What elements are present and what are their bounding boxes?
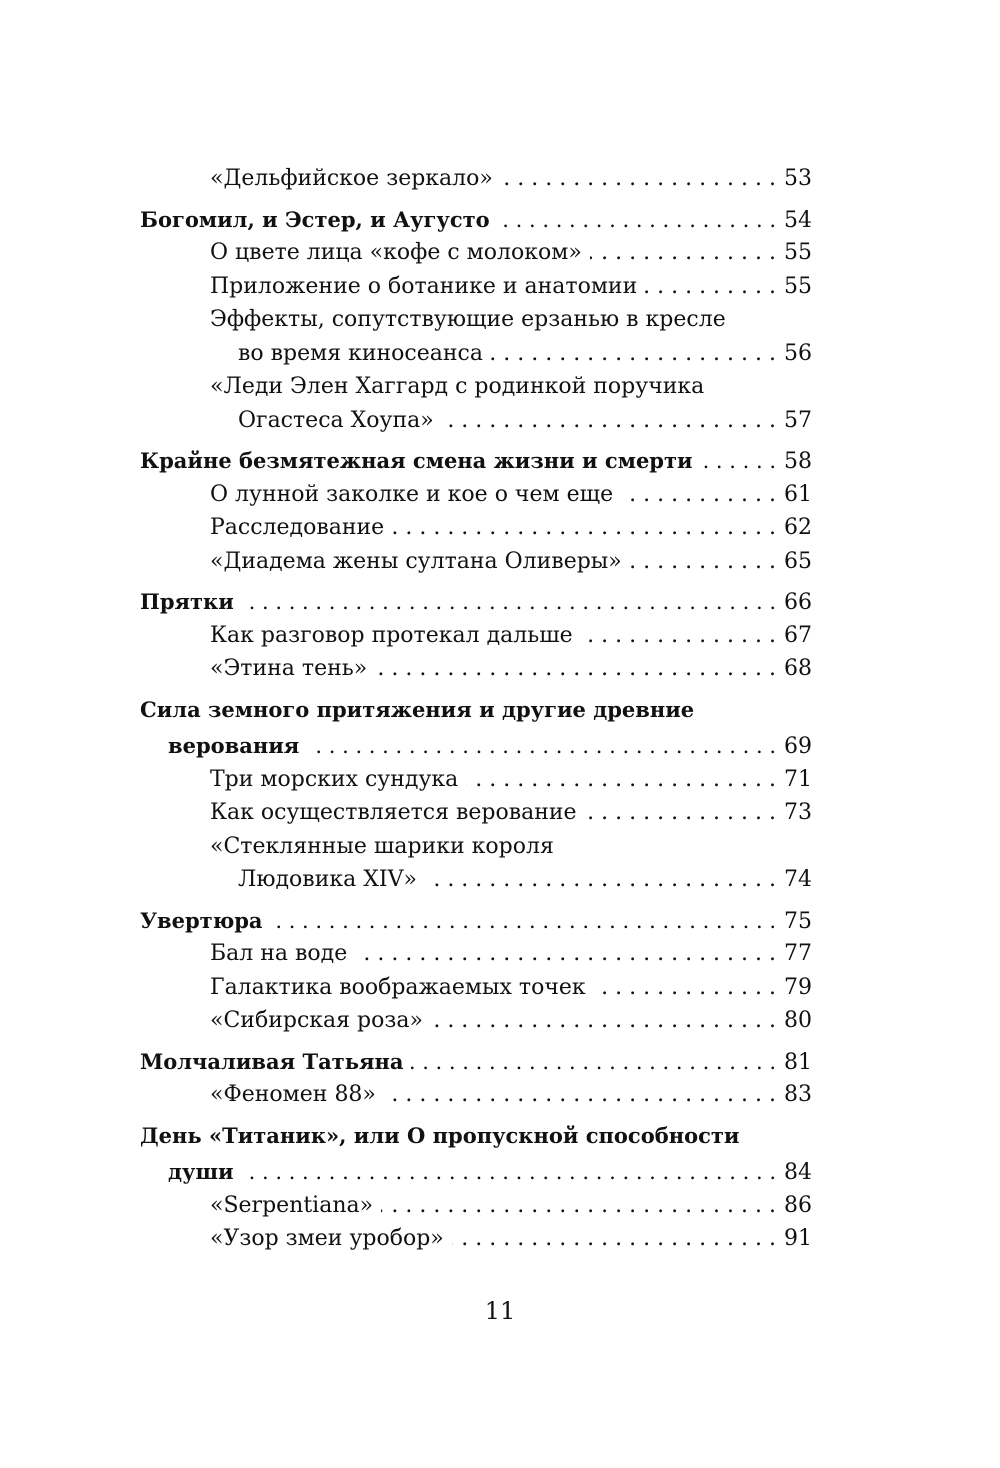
toc-entry <box>140 619 812 653</box>
toc-entry-page: 84 <box>784 1160 812 1185</box>
toc-entry-page: 69 <box>784 734 812 759</box>
page-number: 11 <box>484 1297 516 1325</box>
toc-entry-title: Огастеса Хоупа» <box>238 407 434 433</box>
toc-chapter-continuation <box>140 1155 812 1189</box>
toc-entry <box>140 478 812 512</box>
toc-chapter-title: Увертюра <box>140 907 263 933</box>
toc-entry-continuation <box>140 404 812 438</box>
toc-entry-title: О цвете лица «кофе с молоком» <box>210 240 582 265</box>
toc-chapter <box>140 904 812 938</box>
toc-entry <box>140 1004 812 1038</box>
dot-leader <box>307 730 776 763</box>
toc-entry-page: 66 <box>784 590 812 615</box>
toc-entry-page: 55 <box>784 240 812 265</box>
toc-entry-title: Бал на воде <box>210 941 348 966</box>
toc-entry-page: 77 <box>784 941 812 966</box>
toc-entry <box>140 1222 812 1256</box>
toc-chapter-title: верования <box>168 733 300 758</box>
toc-entry <box>140 937 812 971</box>
toc-entry-page: 91 <box>784 1226 812 1251</box>
dot-leader <box>585 796 776 830</box>
toc-entry-page: 86 <box>784 1192 812 1218</box>
toc-entry <box>140 511 812 545</box>
toc-chapter-first-line <box>140 1119 812 1153</box>
toc-entry-page: 73 <box>784 800 812 825</box>
dot-leader <box>621 478 776 512</box>
dot-leader <box>590 236 776 270</box>
toc-entry-page: 53 <box>784 166 812 191</box>
toc-entry <box>140 763 812 797</box>
dot-leader <box>594 971 776 1005</box>
toc-entry-title: Как разговор протекал дальше <box>210 622 573 648</box>
toc-entry-page: 68 <box>784 656 812 681</box>
toc-entry <box>140 162 812 196</box>
toc-entry <box>140 270 812 304</box>
toc-entry-page: 79 <box>784 974 812 1000</box>
toc-entry-page: 61 <box>784 481 812 507</box>
table-of-contents <box>140 162 812 1256</box>
toc-entry-title: Три морских сундука <box>210 766 459 792</box>
toc-entry-page: 71 <box>784 766 812 792</box>
toc-chapter-title: Крайне безмятежная смена жизни и смерти <box>140 448 693 473</box>
toc-entry-first-line <box>140 303 812 337</box>
dot-leader <box>425 863 776 897</box>
toc-chapter-title: души <box>168 1159 234 1184</box>
toc-entry-title: Как осуществляется верование <box>210 800 577 825</box>
dot-leader <box>701 445 776 478</box>
toc-entry <box>140 796 812 830</box>
toc-entry-page: 80 <box>784 1008 812 1033</box>
toc-chapter-continuation <box>140 729 812 763</box>
toc-entry-title: «Этина тень» <box>210 656 368 681</box>
toc-chapter-first-line <box>140 693 812 727</box>
toc-entry-continuation <box>140 337 812 371</box>
toc-entry-continuation <box>140 863 812 897</box>
dot-leader <box>381 1189 776 1223</box>
toc-entry-first-line <box>140 370 812 404</box>
toc-entry-page: 57 <box>784 407 812 433</box>
toc-entry <box>140 1078 812 1112</box>
toc-entry-page: 74 <box>784 867 812 892</box>
toc-chapter <box>140 203 812 237</box>
toc-chapter <box>140 444 812 478</box>
toc-entry-page: 67 <box>784 622 812 648</box>
toc-entry-page: 56 <box>784 340 812 366</box>
toc-chapter-title: День «Титаник», или О пропускной способности <box>140 1122 740 1148</box>
toc-entry-title: «Дельфийское зеркало» <box>210 166 493 191</box>
toc-entry-title: Галактика воображаемых точек <box>210 974 586 1000</box>
toc-chapter-title: Молчаливая Татьяна <box>140 1048 404 1074</box>
toc-entry <box>140 652 812 686</box>
dot-leader <box>411 1046 776 1079</box>
toc-entry-title: «Леди Элен Хаггард с родинкой поручика <box>210 374 705 399</box>
toc-entry-page: 83 <box>784 1082 812 1107</box>
dot-leader <box>645 270 776 304</box>
toc-entry <box>140 1189 812 1223</box>
toc-chapter-title: Сила земного притяжения и другие древние <box>140 696 695 722</box>
toc-entry-title: «Узор змеи уробор» <box>210 1226 444 1251</box>
dot-leader <box>498 204 776 237</box>
dot-leader <box>501 162 776 196</box>
toc-entry-title: «Стеклянные шарики короля <box>210 833 554 859</box>
toc-chapter <box>140 585 812 619</box>
dot-leader <box>630 545 776 579</box>
dot-leader <box>384 1078 776 1112</box>
toc-entry-page: 65 <box>784 548 812 574</box>
toc-entry <box>140 236 812 270</box>
dot-leader <box>581 619 776 653</box>
dot-leader <box>242 1156 776 1189</box>
toc-entry-first-line <box>140 830 812 864</box>
toc-entry-page: 55 <box>784 273 812 299</box>
dot-leader <box>392 511 776 545</box>
toc-entry-page: 81 <box>784 1049 812 1075</box>
toc-entry-page: 54 <box>784 207 812 233</box>
dot-leader <box>242 586 776 619</box>
dot-leader <box>375 652 776 686</box>
toc-entry-title: Приложение о ботанике и анатомии <box>210 273 638 299</box>
dot-leader <box>431 1004 776 1038</box>
toc-entry-title: Людовика XIV» <box>238 867 417 892</box>
toc-entry <box>140 545 812 579</box>
toc-entry-title: «Сибирская роза» <box>210 1008 423 1033</box>
toc-entry-title: О лунной заколке и кое о чем еще <box>210 481 614 507</box>
dot-leader <box>271 905 776 938</box>
toc-entry-page: 62 <box>784 515 812 540</box>
dot-leader <box>442 404 776 438</box>
dot-leader <box>355 937 776 971</box>
toc-entry <box>140 971 812 1005</box>
toc-entry-page: 58 <box>784 449 812 474</box>
toc-entry-title: «Диадема жены султана Оливеры» <box>210 548 622 574</box>
dot-leader <box>452 1222 776 1256</box>
toc-chapter-title: Прятки <box>140 589 234 614</box>
toc-chapter-title: Богомил, и Эстер, и Аугусто <box>140 206 490 232</box>
dot-leader <box>466 763 776 797</box>
toc-entry-title: «Феномен 88» <box>210 1082 376 1107</box>
toc-entry-title: во время киносеанса <box>238 340 483 366</box>
toc-entry-page: 75 <box>784 908 812 934</box>
toc-entry-title: Эффекты, сопутствующие ерзанью в кресле <box>210 307 726 332</box>
toc-entry-title: Расследование <box>210 515 385 540</box>
dot-leader <box>491 337 776 371</box>
toc-entry-title: «Serpentiana» <box>210 1192 374 1218</box>
toc-chapter <box>140 1045 812 1079</box>
